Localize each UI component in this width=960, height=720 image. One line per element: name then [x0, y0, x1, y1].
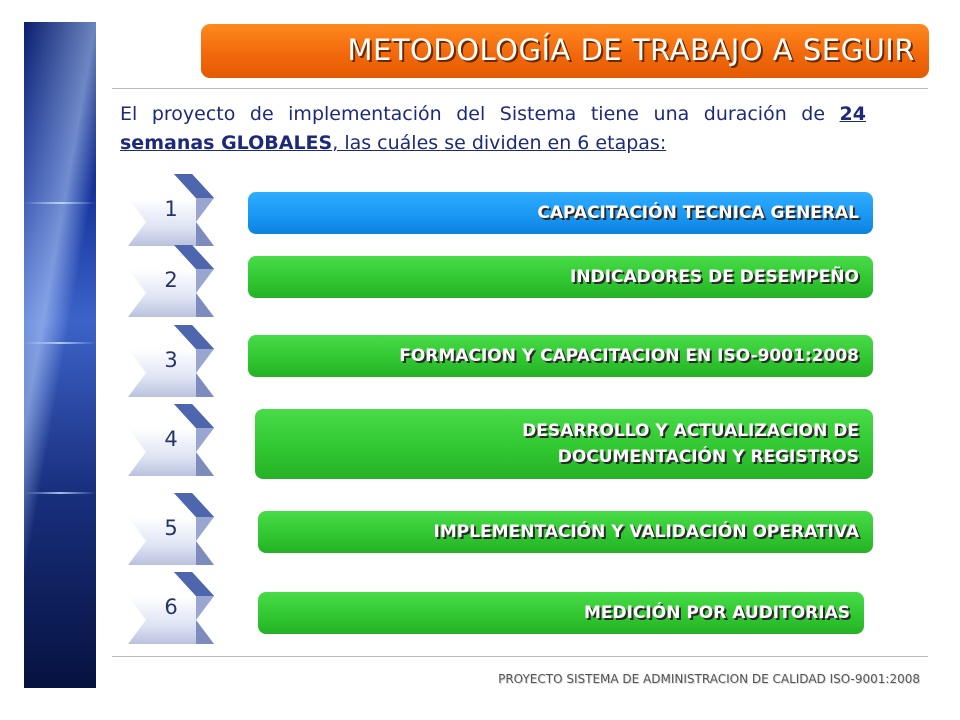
- step-3-bar: [248, 335, 873, 377]
- step-3-chevron: [126, 323, 216, 403]
- step-number: 1: [164, 197, 178, 221]
- step-6-chevron: [126, 570, 216, 650]
- step-1-label: CAPACITACIÓN TECNICA GENERAL: [537, 203, 859, 223]
- intro-global-weeks: semanas GLOBALES: [120, 132, 333, 154]
- step-number: 3: [164, 348, 178, 372]
- title-banner: [201, 24, 929, 78]
- top-divider: [112, 88, 928, 89]
- step-6-label: MEDICIÓN POR AUDITORIAS: [583, 603, 850, 623]
- step-2-chevron: [126, 243, 216, 323]
- bottom-divider: [112, 656, 928, 657]
- intro-text-3: , las cuáles se dividen en 6 etapas:: [332, 132, 667, 154]
- step-4-label-line1: DESARROLLO Y ACTUALIZACION DE: [522, 421, 859, 441]
- step-2-label: INDICADORES DE DESEMPEÑO: [570, 267, 859, 287]
- step-1-bar: [248, 192, 873, 234]
- intro-weeks: 24: [839, 103, 866, 125]
- step-number: 5: [164, 516, 178, 540]
- step-5-chevron: [126, 491, 216, 571]
- page-title: METODOLOGÍA DE TRABAJO A SEGUIR: [347, 33, 915, 67]
- footer-text: PROYECTO SISTEMA DE ADMINISTRACION DE CALIDAD ISO-9001:2008: [498, 672, 920, 686]
- step-5-label: IMPLEMENTACIÓN Y VALIDACIÓN OPERATIVA: [433, 522, 859, 542]
- step-5-bar: [258, 511, 873, 553]
- step-4-label-line2: DOCUMENTACIÓN Y REGISTROS: [557, 447, 859, 467]
- step-1-chevron: [126, 172, 216, 252]
- decorative-side-strip: [24, 22, 96, 688]
- step-2-bar: [248, 256, 873, 298]
- step-3-label: FORMACION Y CAPACITACION EN ISO-9001:2008: [399, 346, 859, 366]
- step-6-bar: [258, 592, 864, 634]
- intro-text-1: El proyecto de implementación del Sistema tiene una duración de: [120, 103, 840, 125]
- step-number: 4: [164, 427, 178, 451]
- step-number: 6: [164, 595, 178, 619]
- intro-paragraph: [120, 100, 866, 158]
- step-number: 2: [164, 268, 178, 292]
- step-4-bar: [255, 409, 873, 479]
- step-4-chevron: [126, 402, 216, 482]
